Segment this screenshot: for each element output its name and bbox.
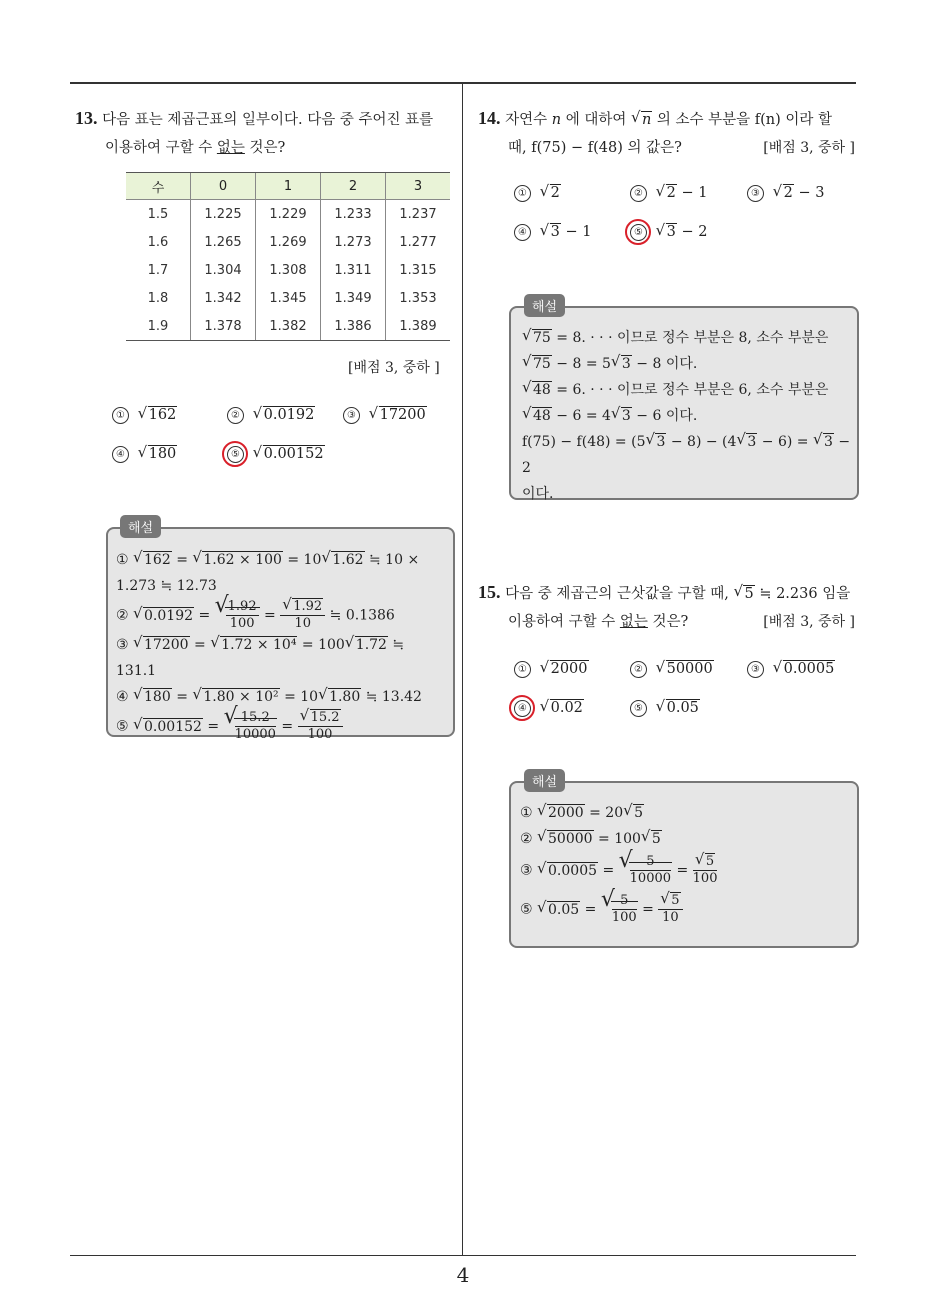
- choice-2[interactable]: ② √ 0.0192: [227, 407, 315, 424]
- choice-number: ②: [630, 185, 647, 202]
- answer-mark-circle: [625, 219, 651, 245]
- solution-line: ① √ 162 = √ 1.62 × 100 = 10 √ 1.62 ≒ 10 ×: [116, 548, 420, 568]
- table-cell: 1.349: [321, 284, 386, 312]
- table-header: 수: [126, 173, 191, 200]
- question-number: 15.: [478, 582, 501, 602]
- solution-line: √ 75 = 8. · · · 이므로 정수 부분은 8, 소수 부분은: [522, 326, 829, 346]
- top-rule: [70, 82, 856, 84]
- bottom-rule: [70, 1255, 856, 1256]
- underlined-word: 없는: [216, 140, 245, 156]
- table-cell: 1.269: [256, 228, 321, 256]
- score-label: [배점 3, 중하 ]: [763, 140, 855, 156]
- choice-number: ③: [747, 661, 764, 678]
- solution-line: ② √ 50000 = 100 √ 5: [520, 827, 661, 847]
- choice-number: ②: [630, 661, 647, 678]
- choice-value: 0.0192: [263, 407, 315, 423]
- choice-number: ④: [514, 224, 531, 241]
- choice-4[interactable]: ④ √ 180: [112, 446, 177, 463]
- choice-number: ①: [514, 661, 531, 678]
- question-text-line2: 때, f(75) − f(48) 의 값은?: [508, 140, 682, 156]
- table-cell: 1.273: [321, 228, 386, 256]
- table-cell: 1.382: [256, 312, 321, 341]
- solution-line: ⑤ √ 0.00152 = √ $\frac{15.2}{10000}$ = √ 15.2 100: [116, 710, 446, 743]
- solution-tag: 해설: [120, 515, 161, 538]
- choice-value: 0.00152: [263, 446, 324, 462]
- table-cell: 1.237: [386, 200, 451, 229]
- question-13: [75, 104, 460, 162]
- choice-number: ④: [112, 446, 129, 463]
- choice-4[interactable]: ④ √ 0.02: [514, 700, 584, 717]
- solution-tag: 해설: [524, 294, 565, 317]
- choice-number: ③: [747, 185, 764, 202]
- choice-2[interactable]: ② √ 50000: [630, 661, 714, 678]
- choice-1[interactable]: ① √ 2000: [514, 661, 589, 678]
- table-row: [126, 312, 450, 341]
- choice-number: ①: [112, 407, 129, 424]
- table-header: 3: [386, 173, 451, 200]
- choice-number: ⑤: [227, 446, 244, 463]
- choice-5[interactable]: ⑤ √ 3 − 2: [630, 224, 707, 241]
- table-cell: 1.225: [191, 200, 256, 229]
- choice-value: 162: [148, 407, 177, 423]
- choice-2[interactable]: ② √ 2 − 1: [630, 185, 707, 202]
- table-row: [126, 256, 450, 284]
- solution-line: 이다.: [522, 486, 554, 502]
- table-cell: 1.315: [386, 256, 451, 284]
- solution-line: √ 48 = 6. · · · 이므로 정수 부분은 6, 소수 부분은: [522, 378, 829, 398]
- table-cell: 1.277: [386, 228, 451, 256]
- table-cell: 1.265: [191, 228, 256, 256]
- solution-tag: 해설: [524, 769, 565, 792]
- table-cell: 1.389: [386, 312, 451, 341]
- choice-5[interactable]: ⑤ √ 0.05: [630, 700, 700, 717]
- question-text-line2: 이용하여 구할 수: [105, 140, 217, 156]
- square-root-table: [126, 172, 450, 341]
- table-header: 1: [256, 173, 321, 200]
- table-cell: 1.8: [147, 290, 169, 306]
- table-row: [126, 200, 450, 229]
- table-cell: 1.229: [256, 200, 321, 229]
- solution-line: 1.273 ≒ 12.73: [116, 578, 217, 594]
- choice-4[interactable]: ④ √ 3 − 1: [514, 224, 591, 241]
- table-cell: 1.386: [321, 312, 386, 341]
- choice-number: ③: [343, 407, 360, 424]
- question-text-line2: 이용하여 구할 수: [508, 614, 620, 630]
- table-cell: 1.6: [147, 234, 169, 250]
- question-text-line1: 자연수: [505, 112, 552, 128]
- page-number: 4: [456, 1263, 470, 1287]
- question-number: 13.: [75, 108, 98, 128]
- solution-line: √ 75 − 8 = 5 √ 3 − 8 이다.: [522, 352, 698, 372]
- choice-3[interactable]: ③ √ 17200: [343, 407, 427, 424]
- solution-line: ③ √ 0.0005 = √ $\frac{5}{10000}$ = √ 5 100: [520, 848, 718, 886]
- table-cell: 1.233: [321, 200, 386, 229]
- table-header: 0: [191, 173, 256, 200]
- table-cell: 1.5: [147, 206, 169, 222]
- solution-line: ③ √ 17200 = √ 1.72 × 10⁴ = 100 √ 1.72 ≒ 131.1: [116, 633, 405, 679]
- answer-mark-circle: [222, 441, 248, 467]
- table-cell: 1.304: [191, 256, 256, 284]
- choice-value: 17200: [379, 407, 426, 423]
- table-cell: 1.7: [147, 262, 169, 278]
- choice-value: 180: [148, 446, 177, 462]
- choice-1[interactable]: ① √ 2: [514, 185, 561, 202]
- table-cell: 1.308: [256, 256, 321, 284]
- question-15: 15. 다음 중 제곱근의 근삿값을 구할 때, √ 5 ≒ 2.236 임을 이용하여 구할 수 없는 것은? [배점 3, 중하 ]: [478, 578, 863, 636]
- underlined-word: 없는: [619, 614, 648, 630]
- choice-5[interactable]: ⑤ √ 0.00152: [227, 446, 325, 463]
- question-text-line1: 다음 표는 제곱근표의 일부이다. 다음 중 주어진 표를: [102, 112, 434, 128]
- solution-line: √ 48 − 6 = 4 √ 3 − 6 이다.: [522, 404, 698, 424]
- question-text-end: 것은?: [244, 140, 286, 156]
- question-number: 14.: [478, 108, 501, 128]
- solution-line: ② √ 0.0192 = √ $\frac{1.92}{100}$ = √ 1.92 10 ≒ 0.1386: [116, 593, 395, 631]
- solution-15-content: [520, 800, 850, 926]
- choice-number: ⑤: [630, 700, 647, 717]
- table-header: 2: [321, 173, 386, 200]
- solution-line: ① √ 2000 = 20 √ 5: [520, 801, 644, 821]
- solution-line: f(75) − f(48) = (5 √ 3 − 8) − (4 √ 3 − 6) = √ 3 − 2: [522, 430, 851, 476]
- choice-3[interactable]: ③ √ 0.0005: [747, 661, 835, 678]
- question-text-line1: 다음 중 제곱근의 근삿값을 구할 때,: [505, 586, 734, 602]
- choice-number: ①: [514, 185, 531, 202]
- solution-14-content: [522, 325, 852, 507]
- choice-number: ④: [514, 700, 531, 717]
- table-cell: 1.345: [256, 284, 321, 312]
- table-row: [126, 284, 450, 312]
- solution-line: ⑤ √ 0.05 = √ $\frac{5}{100}$ = √ 5 10: [520, 893, 850, 926]
- choice-number: ②: [227, 407, 244, 424]
- solution-line: ④ √ 180 = √ 1.80 × 10² = 10 √ 1.80 ≒ 13.42: [116, 685, 422, 705]
- solution-13-content: [116, 547, 446, 743]
- table-cell: 1.342: [191, 284, 256, 312]
- score-label: [배점 3, 중하 ]: [763, 614, 855, 630]
- score-label: [배점 3, 중하 ]: [348, 360, 440, 376]
- question-14: 14. 자연수 n 에 대하여 √ n 의 소수 부분을 f(n) 이라 할 때, f(75) − f(48) 의 값은? [배점 3, 중하 ]: [478, 104, 863, 162]
- choice-number: ⑤: [630, 224, 647, 241]
- table-cell: 1.9: [126, 312, 191, 341]
- choice-1[interactable]: ① √ 162: [112, 407, 177, 424]
- table-cell: 1.311: [321, 256, 386, 284]
- table-cell: 1.378: [191, 312, 256, 341]
- table-cell: 1.353: [386, 284, 451, 312]
- column-separator: [462, 83, 463, 1256]
- choice-3[interactable]: ③ √ 2 − 3: [747, 185, 824, 202]
- table-row: [126, 228, 450, 256]
- answer-mark-circle: [509, 695, 535, 721]
